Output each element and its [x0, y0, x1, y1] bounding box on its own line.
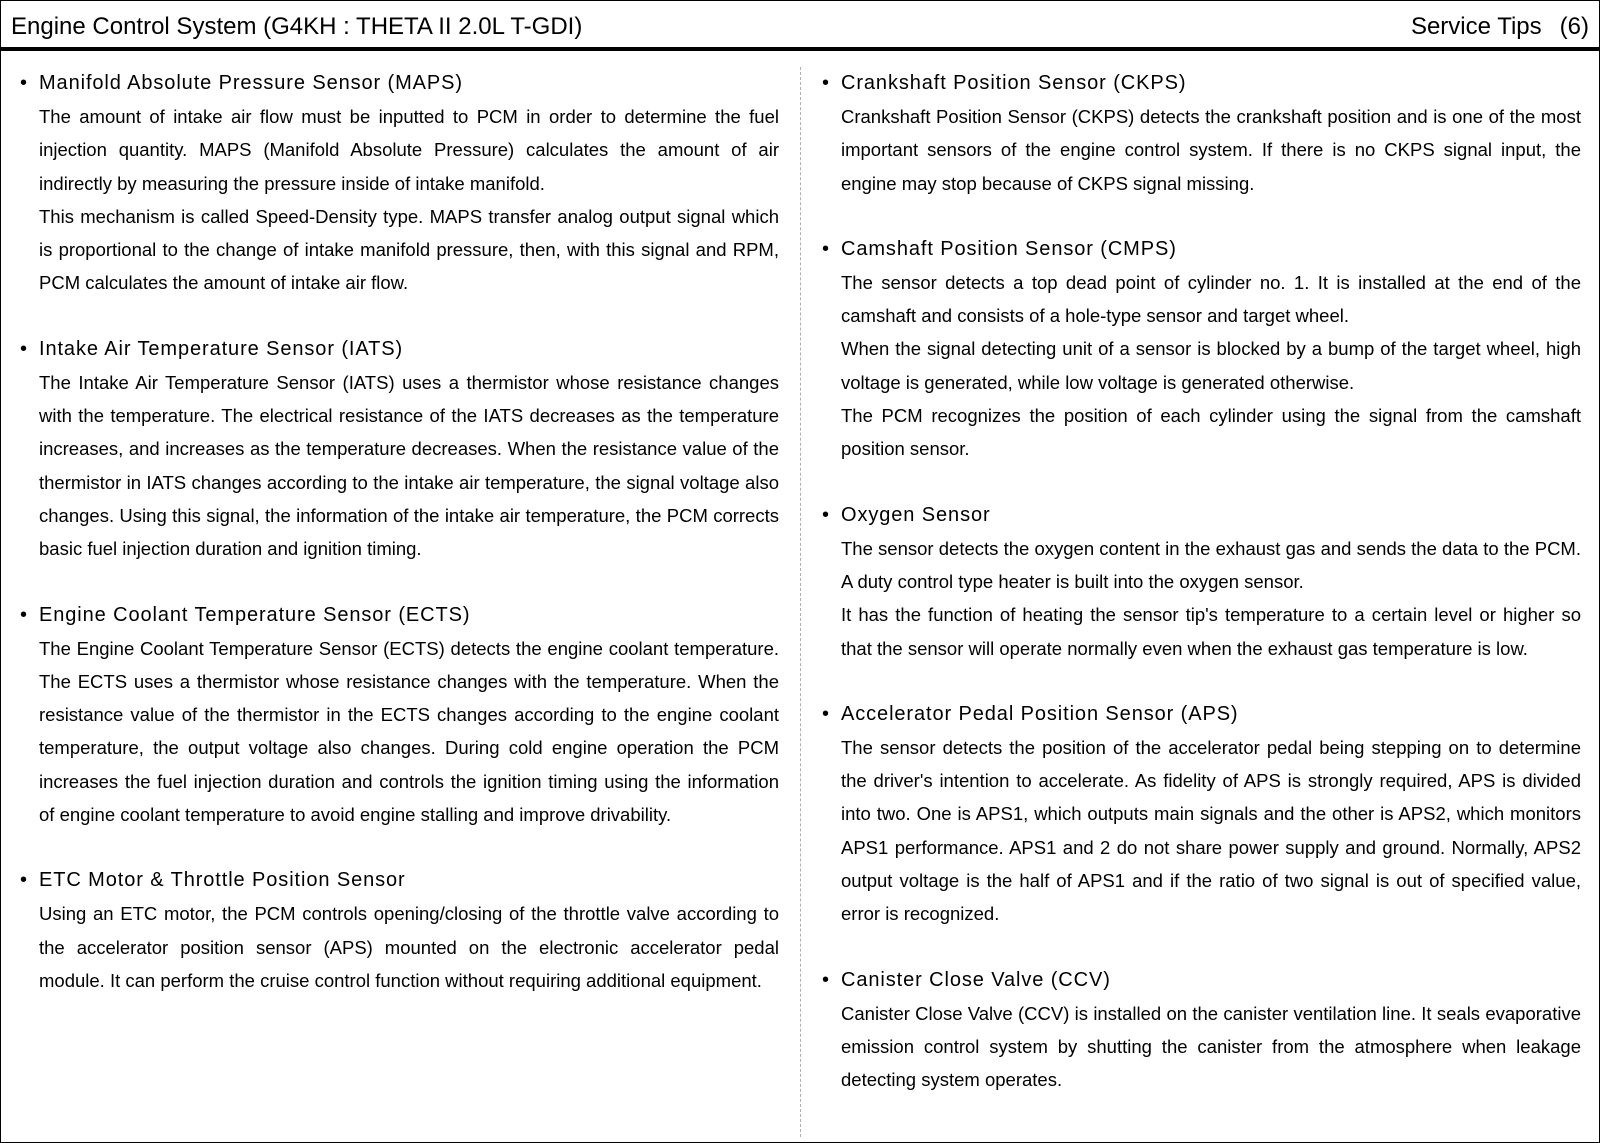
section-iats: [20, 333, 779, 566]
section-paragraph: The amount of intake air flow must be inputted to PCM in order to determine the fuel injection quantity. MAPS (Manifold Absolute Pressure) calculates the amount of air indirectly by measuring the pressure inside of intake manifold.: [39, 106, 779, 194]
section-aps: [822, 698, 1581, 931]
section-title: Canister Close Valve (CCV): [841, 968, 1111, 991]
section-paragraph: This mechanism is called Speed-Density type. MAPS transfer analog output signal which is proportional to the change of intake manifold pressure, then, with this signal and RPM, PCM calculates the amount of intake air flow.: [39, 205, 779, 294]
section-paragraph: Canister Close Valve (CCV) is installed on the canister ventilation line. It seals evaporative emission control system by shutting the canister from the atmosphere when leakage detecting system operates.: [841, 1002, 1581, 1091]
section-etc-motor: [20, 864, 779, 997]
section-title: Manifold Absolute Pressure Sensor (MAPS): [39, 72, 463, 94]
column-divider: [800, 67, 801, 1137]
section-title: Engine Coolant Temperature Sensor (ECTS): [39, 603, 471, 626]
section-paragraph: The sensor detects a top dead point of cylinder no. 1. It is installed at the end of the camshaft and consists of a hole-type sensor and target wheel.: [841, 271, 1581, 327]
document-title: Engine Control System (G4KH : THETA II 2.0L T-GDI): [11, 13, 583, 40]
right-column: [822, 67, 1581, 1130]
bullet-icon: •: [822, 968, 830, 991]
bullet-icon: •: [20, 869, 28, 892]
section-cmps: [822, 233, 1581, 466]
section-label: Service Tips: [1410, 13, 1542, 40]
section-paragraph: The Engine Coolant Temperature Sensor (ECTS) detects the engine coolant temperature. The ECTS uses a thermistor whose resistance changes with the temperature. When the resistance value of the thermistor in the ECTS changes according to the engine coolant temperature, the output voltage also changes. During cold engine operation the PCM increases the fuel injection duration and controls the ignition timing using the information of engine coolant temperature to avoid engine stalling and improve drivability.: [39, 637, 779, 826]
section-paragraph: It has the function of heating the sensor tip's temperature to a certain level or higher so that the sensor will operate normally even when the exhaust gas temperature is low.: [841, 604, 1581, 659]
left-column: [20, 67, 779, 1030]
section-oxygen: [822, 499, 1581, 665]
bullet-icon: •: [20, 337, 28, 360]
section-title: Oxygen Sensor: [841, 503, 991, 526]
section-paragraph: The sensor detects the position of the accelerator pedal being stepping on to determine the driver's intention to accelerate. As fidelity of APS is strongly required, APS is divided into two. One is APS1, which outputs main signals and the other is APS2, which monitors APS1 performance. APS1 and 2 do not share power supply and ground. Normally, APS2 output voltage is the half of APS1 and if the ratio of two signal is out of specified value, error is recognized.: [841, 736, 1581, 925]
section-paragraph: The Intake Air Temperature Sensor (IATS) uses a thermistor whose resistance changes with the temperature. The electrical resistance of the IATS decreases as the temperature increases, and increases as the temperature decreases. When the resistance value of the thermistor in IATS changes according to the intake air temperature, the signal voltage also changes. Using this signal, the information of the intake air temperature, the PCM corrects basic fuel injection duration and ignition timing.: [39, 371, 779, 560]
page-number: (6): [1559, 13, 1589, 40]
section-ects: [20, 599, 779, 832]
section-title: Crankshaft Position Sensor (CKPS): [841, 72, 1187, 94]
section-title: Intake Air Temperature Sensor (IATS): [39, 337, 404, 360]
section-paragraph: When the signal detecting unit of a sensor is blocked by a bump of the target wheel, high voltage is generated, while low voltage is generated otherwise.: [841, 338, 1581, 393]
page-header: [1, 1, 1599, 51]
section-maps: [20, 67, 779, 300]
bullet-icon: •: [20, 72, 28, 94]
section-title: ETC Motor & Throttle Position Sensor: [39, 869, 406, 892]
section-title: Accelerator Pedal Position Sensor (APS): [841, 702, 1239, 725]
section-title: Camshaft Position Sensor (CMPS): [841, 237, 1177, 260]
section-paragraph: The sensor detects the oxygen content in the exhaust gas and sends the data to the PCM. A duty control type heater is built into the oxygen sensor.: [841, 537, 1581, 592]
section-paragraph: Crankshaft Position Sensor (CKPS) detects the crankshaft position and is one of the most important sensors of the engine control system. If there is no CKPS signal input, the engine may stop because of CKPS signal missing.: [841, 106, 1581, 194]
bullet-icon: •: [822, 702, 830, 725]
bullet-icon: •: [822, 503, 830, 526]
section-paragraph: The PCM recognizes the position of each cylinder using the signal from the camshaft position sensor.: [841, 405, 1581, 460]
section-ckps: [822, 67, 1581, 200]
bullet-icon: •: [20, 603, 28, 626]
section-paragraph: Using an ETC motor, the PCM controls opening/closing of the throttle valve according to the accelerator position sensor (APS) mounted on the electronic accelerator pedal module. It can perform the cruise control function without requiring additional equipment.: [39, 903, 779, 991]
header-right: [1411, 12, 1589, 42]
bullet-icon: •: [822, 237, 830, 260]
section-ccv: [822, 964, 1581, 1097]
bullet-icon: •: [822, 72, 830, 94]
